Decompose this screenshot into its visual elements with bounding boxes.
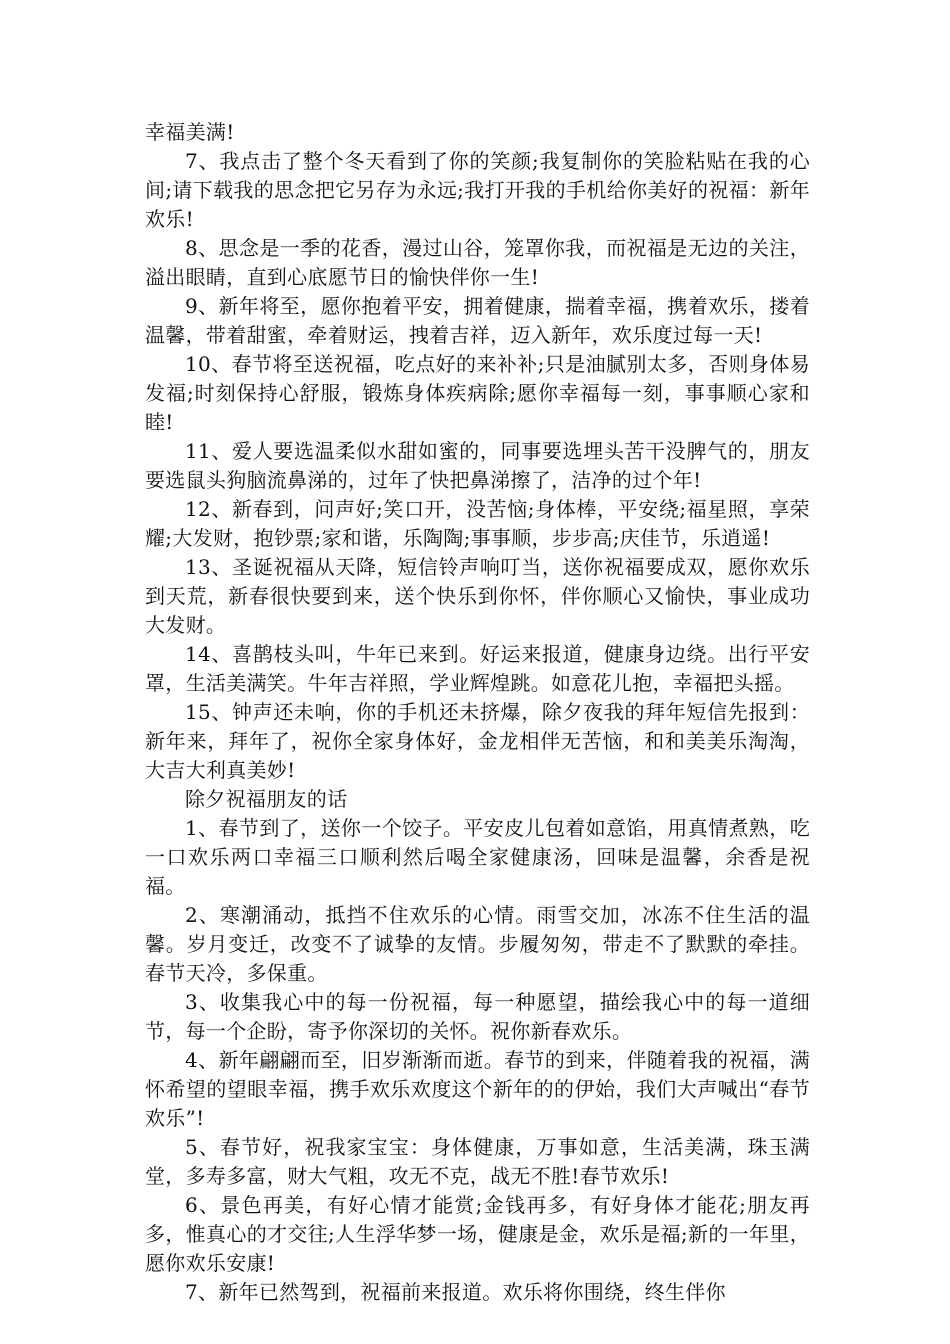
blessing-paragraph-13: 13、圣诞祝福从天降，短信铃声响叮当，送你祝福要成双，愿你欢乐到天荒，新春很快要到来，送个快乐到你怀，伴你顺心又愉快，事业成功大发财。 <box>145 555 810 637</box>
blessing-paragraph-11: 11、爱人要选温柔似水甜如蜜的，同事要选埋头苦干没脾气的，朋友要选鼠头狗脑流鼻涕的，过年了快把鼻涕擦了，洁净的过个年! <box>145 439 810 492</box>
section-heading: 除夕祝福朋友的话 <box>185 787 348 811</box>
friend-blessing-7: 7、新年已然驾到，祝福前来报道。欢乐将你围绕，终生伴你 <box>185 1280 726 1304</box>
blessing-paragraph-10: 10、春节将至送祝福，吃点好的来补补;只是油腻别太多，否则身体易发福;时刻保持心舒服，锻炼身体疾病除;愿你幸福每一刻，事事顺心家和睦! <box>145 352 810 434</box>
friend-blessing-6: 6、景色再美，有好心情才能赏;金钱再多，有好身体才能花;朋友再多，惟真心的才交往;人生浮华梦一场，健康是金，欢乐是福;新的一年里，愿你欢乐安康! <box>145 1193 810 1275</box>
blessing-paragraph-15: 15、钟声还未响，你的手机还未挤爆，除夕夜我的拜年短信先报到：新年来，拜年了，祝你全家身体好，金龙相伴无苦恼，和和美美乐淘淘，大吉大利真美妙! <box>145 700 810 782</box>
friend-blessing-2: 2、寒潮涌动，抵挡不住欢乐的心情。雨雪交加，冰冻不住生活的温馨。岁月变迁，改变不了诚挚的友情。步履匆匆，带走不了默默的牵挂。春节天冷，多保重。 <box>145 903 810 985</box>
friend-blessing-3: 3、收集我心中的每一份祝福，每一种愿望，描绘我心中的每一道细节，每一个企盼，寄予你深切的关怀。祝你新春欢乐。 <box>145 990 810 1043</box>
continuation-text: 幸福美满! <box>145 120 235 144</box>
blessing-paragraph-14: 14、喜鹊枝头叫，牛年已来到。好运来报道，健康身边绕。出行平安罩，生活美满笑。牛年吉祥照，学业辉煌跳。如意花儿抱，幸福把头摇。 <box>145 642 810 695</box>
document-page <box>145 118 810 1307</box>
blessing-paragraph-8: 8、思念是一季的花香，漫过山谷，笼罩你我，而祝福是无边的关注，溢出眼睛，直到心底愿节日的愉快伴你一生! <box>145 236 810 289</box>
blessing-paragraph-12: 12、新春到，问声好;笑口开，没苦恼;身体棒，平安绕;福星照，享荣耀;大发财，抱钞票;家和谐，乐陶陶;事事顺，步步高;庆佳节，乐逍遥! <box>145 497 810 550</box>
friend-blessing-4: 4、新年翩翩而至，旧岁渐渐而逝。春节的到来，伴随着我的祝福，满怀希望的望眼幸福，携手欢乐欢度这个新年的的伊始，我们大声喊出“春节欢乐”! <box>145 1048 810 1130</box>
friend-blessing-5: 5、春节好，祝我家宝宝：身体健康，万事如意，生活美满，珠玉满堂，多寿多富，财大气粗，攻无不克，战无不胜!春节欢乐! <box>145 1135 810 1188</box>
blessing-paragraph-7: 7、我点击了整个冬天看到了你的笑颜;我复制你的笑脸粘贴在我的心间;请下载我的思念把它另存为永远;我打开我的手机给你美好的祝福：新年欢乐! <box>145 149 810 231</box>
friend-blessing-1: 1、春节到了，送你一个饺子。平安皮儿包着如意馅，用真情煮熟，吃一口欢乐两口幸福三口顺利然后喝全家健康汤，回味是温馨，余香是祝福。 <box>145 816 810 898</box>
blessing-paragraph-9: 9、新年将至，愿你抱着平安，拥着健康，揣着幸福，携着欢乐，搂着温馨，带着甜蜜，牵着财运，拽着吉祥，迈入新年，欢乐度过每一天! <box>145 294 810 347</box>
